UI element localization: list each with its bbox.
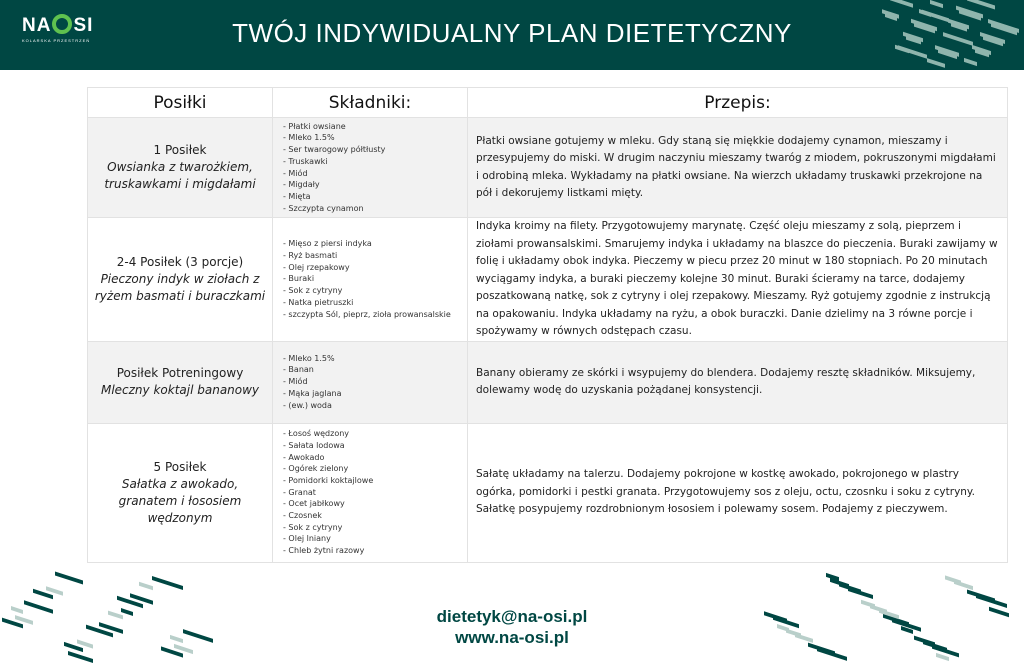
ingredient-item: - Chleb żytni razowy bbox=[283, 546, 365, 556]
recipe-cell: Banany obieramy ze skórki i wsypujemy do blendera. Dodajemy resztę składników. Miksujemy, dolewamy wodę do uzyskania pożądanej konsystencji. bbox=[468, 341, 1008, 423]
column-header-recipe: Przepis: bbox=[468, 88, 1008, 118]
recipe-cell: Płatki owsiane gotujemy w mleku. Gdy staną się miękkie dodajemy cynamon, mieszamy i przesypujemy do miski. W drugim naczyniu mieszamy twaróg z miodem, pokruszonymi migdałami i odrobiną mleka. Wykładamy na płatki owsiane. Na wierzch układamy truskawki przekrojone na pół i dekorujemy listkami mięty. bbox=[468, 118, 1008, 218]
footer-email[interactable]: dietetyk@na-osi.pl bbox=[436, 607, 588, 626]
meal-number: 5 Posiłek bbox=[153, 459, 207, 474]
stripe bbox=[152, 576, 183, 590]
table-row bbox=[88, 218, 1008, 342]
ingredient-item: - Banan bbox=[283, 365, 314, 375]
ingredient-item: - Czosnek bbox=[283, 511, 322, 521]
ingredient-item: - Sałata lodowa bbox=[283, 440, 345, 450]
meal-cell bbox=[88, 341, 273, 423]
stripe bbox=[927, 58, 945, 68]
ingredients-cell bbox=[273, 423, 468, 562]
meal-number: 1 Posiłek bbox=[153, 143, 207, 157]
table-row bbox=[88, 118, 1008, 218]
ingredient-item: - Mięta bbox=[283, 191, 311, 201]
column-header-meals: Posiłki bbox=[88, 88, 273, 118]
ingredients-cell bbox=[273, 118, 468, 218]
meal-number: Posiłek Potreningowy bbox=[116, 366, 244, 380]
ingredient-item: - Truskawki bbox=[283, 156, 328, 166]
stripe bbox=[964, 58, 977, 66]
header-banner bbox=[0, 0, 1024, 70]
ingredient-item: - Ogórek zielony bbox=[283, 464, 349, 474]
diet-plan-table bbox=[87, 87, 1008, 563]
page-title: TWÓJ INDYWIDUALNY PLAN DIETETYCZNY bbox=[232, 18, 792, 48]
ingredient-item: - Ocet jabłkowy bbox=[283, 499, 345, 509]
recipe-cell: Sałatę układamy na talerzu. Dodajemy pokrojone w kostkę awokado, pokrojonego w plastry ogórka, pomidorki i pestki granata. Przygotowujemy sos z oleju, octu, czosnku i soku z cytryny. Sałatkę posypujemy rozdrobnionym łososiem i polewamy sosem. Podajemy z pieczywem. bbox=[468, 423, 1008, 562]
dish-name: Mleczny koktajl bananowy bbox=[100, 383, 260, 397]
ingredient-item: - Łosoś wędzony bbox=[283, 429, 350, 439]
dish-name: Owsianka z twarożkiem, truskawkami i migdałami bbox=[104, 160, 256, 191]
ingredients-cell bbox=[273, 341, 468, 423]
dish-name: Sałatka z awokado, granatem i łososiem wędzonym bbox=[118, 476, 242, 525]
logo: NA SI KOLARSKA PRZESTRZEŃ bbox=[22, 15, 94, 43]
table-row bbox=[88, 341, 1008, 423]
ingredient-item: - Migdały bbox=[283, 180, 320, 190]
ingredient-item: - Sok z cytryny bbox=[283, 522, 343, 532]
ingredient-item: - Płatki owsiane bbox=[283, 121, 346, 131]
stripe bbox=[890, 0, 913, 8]
meal-number: 2-4 Posiłek (3 porcje) bbox=[116, 254, 244, 269]
ingredient-item: - Miód bbox=[283, 377, 308, 387]
column-header-ingredients: Składniki: bbox=[273, 88, 468, 118]
footer-website[interactable]: www.na-osi.pl bbox=[455, 628, 569, 647]
meal-cell bbox=[88, 218, 273, 342]
stripe bbox=[817, 647, 847, 661]
stripe bbox=[139, 582, 153, 591]
ingredient-item: - Natka pietruszki bbox=[283, 297, 354, 307]
ingredient-item: - Awokado bbox=[283, 452, 325, 462]
table-row bbox=[88, 423, 1008, 562]
ingredient-item: - Mleko 1.5% bbox=[283, 353, 335, 363]
stripe bbox=[954, 580, 973, 590]
ingredient-item: - Miód bbox=[283, 168, 308, 178]
stripe bbox=[943, 32, 973, 46]
recipe-cell: Indyka kroimy na filety. Przygotowujemy marynatę. Część oleju mieszamy z solą, pieprzem i ziołami prowansalskimi. Smarujemy indyka i układamy na blaszce do pieczenia. Buraki zawijamy w folię i układamy obok indyka. Pieczemy w piecu przez 20 minut w 180 stopniach. Po 20 minutach wyciągamy indyka, a buraki pieczemy kolejne 30 minut. Buraki ścieramy na tarce, dodajemy poszatkowaną natkę, sok z cytryny i olej rzepakowy. Mieszamy. Ryż gotujemy zgodnie z instrukcją na opakowaniu. Indyka układamy na ryżu, a obok buraczki. Danie dzielimy na 3 równe porcje i spożywamy w równych odstępach czasu. bbox=[468, 218, 1008, 342]
ingredients-cell bbox=[273, 218, 468, 342]
ingredient-item: - Mleko 1.5% bbox=[283, 133, 335, 143]
ingredient-item: - Olej lniany bbox=[283, 534, 331, 544]
meal-cell bbox=[88, 423, 273, 562]
ingredient-item: - Szczypta cynamon bbox=[283, 203, 364, 213]
stripe bbox=[936, 653, 949, 661]
decorative-stripes bbox=[880, 0, 1024, 70]
meal-cell bbox=[88, 118, 273, 218]
stripe bbox=[55, 571, 83, 584]
stripe bbox=[930, 0, 943, 8]
ingredient-item: - Ryż basmati bbox=[283, 250, 338, 260]
ingredient-item: - Ser twarogowy półtłusty bbox=[283, 145, 386, 155]
stripe bbox=[919, 9, 931, 17]
ingredient-item: - Buraki bbox=[283, 274, 315, 284]
ingredient-item: - (ew.) woda bbox=[283, 400, 332, 410]
ingredient-item: - Granat bbox=[283, 487, 316, 497]
ingredient-item: - Mąka jaglana bbox=[283, 388, 342, 398]
ingredient-item: - Sok z cytryny bbox=[283, 286, 343, 296]
stripe bbox=[68, 651, 93, 663]
ingredient-item: - Pomidorki koktajlowe bbox=[283, 475, 374, 485]
ingredient-item: - szczypta Sól, pieprz, zioła prowansalskie bbox=[283, 309, 451, 319]
ingredient-item: - Olej rzepakowy bbox=[283, 262, 350, 272]
dish-name: Pieczony indyk w ziołach z ryżem basmati i buraczkami bbox=[94, 271, 266, 303]
stripe bbox=[967, 0, 995, 10]
ingredient-item: - Mięso z piersi indyka bbox=[283, 239, 372, 249]
stripe bbox=[976, 594, 1007, 608]
